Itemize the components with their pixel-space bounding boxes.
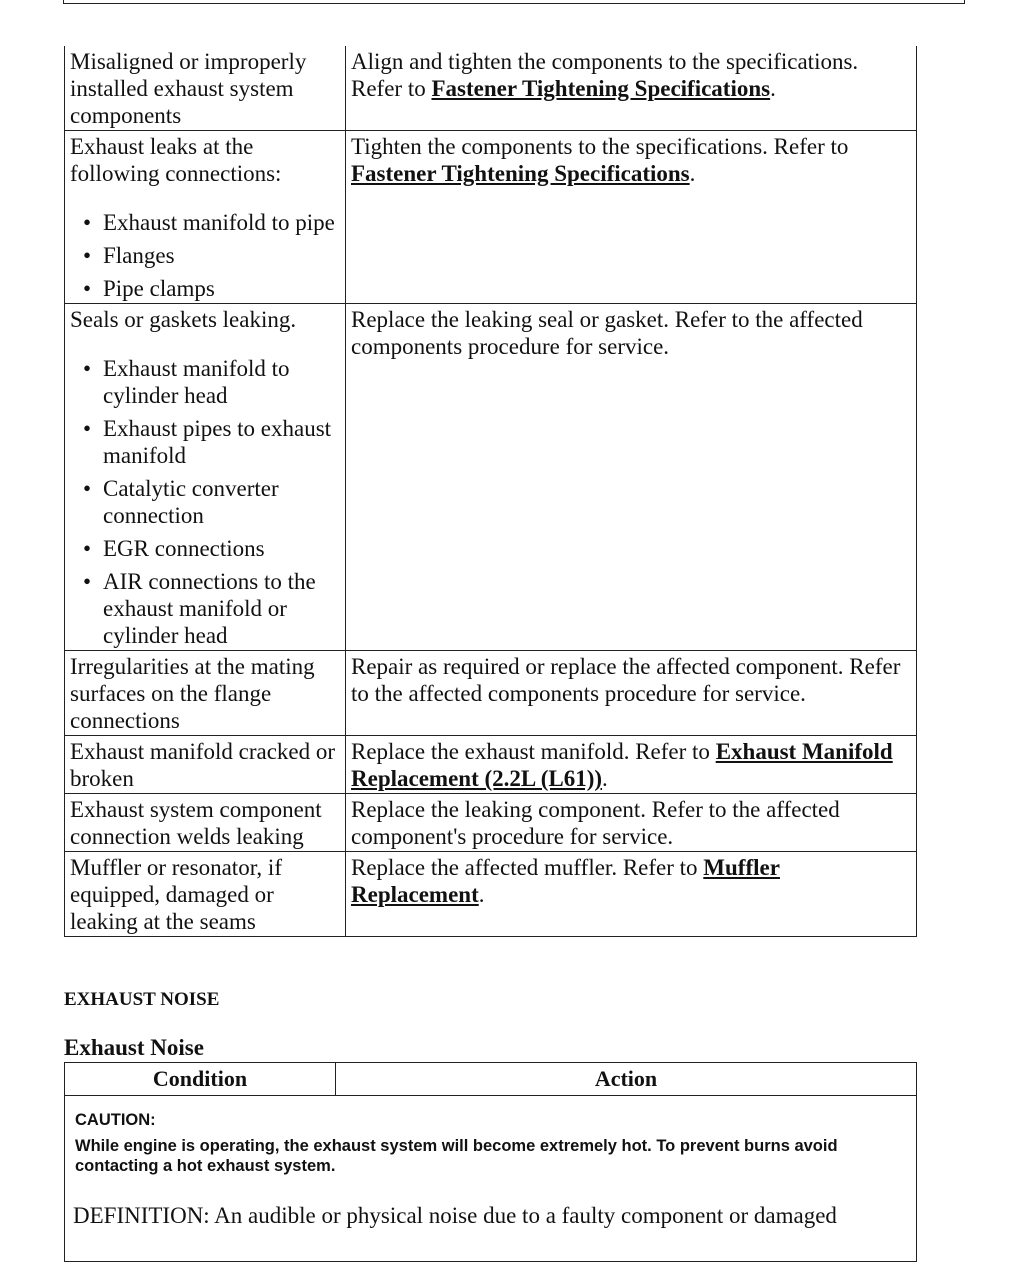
table-row [65,304,917,651]
condition-text: Exhaust system component connection welds leaking [70,797,322,849]
caution-label: CAUTION: [75,1111,156,1129]
fastener-spec-link[interactable]: Fastener Tightening Specifications [431,76,771,101]
fastener-spec-link[interactable]: Fastener Tightening Specifications [351,161,690,186]
action-text: Replace the exhaust manifold. Refer to [351,739,716,764]
table-row [65,131,917,304]
table-row [65,736,917,794]
action-text: Tighten the components to the specifications. Refer to [351,134,849,159]
condition-text: Exhaust leaks at the following connections: [70,134,282,186]
diagnostic-table [64,46,917,937]
action-cell [346,736,917,794]
action-text: Replace the affected muffler. Refer to [351,855,704,880]
action-end: . [602,766,608,791]
exhaust-manifold-replacement-link[interactable]: Exhaust Manifold Replacement (2.2L (L61)) [351,739,893,791]
action-cell [346,852,917,937]
list-item: • Exhaust manifold to cylinder head [103,355,340,409]
caution-text: While engine is operating, the exhaust system will become extremely hot. To prevent burns avoid contacting a hot exhaust system. [75,1137,838,1175]
table-row [65,794,917,852]
bullet-list [70,209,340,302]
definition-text: DEFINITION: An audible or physical noise due to a faulty component or damaged [73,1203,837,1228]
condition-text: Misaligned or improperly installed exhaust system components [70,49,307,128]
action-text: Align and tighten the components to the specifications. Refer to [351,49,859,101]
section-title: EXHAUST NOISE [64,989,220,1010]
action-text: Replace the leaking component. Refer to the affected component's procedure for service. [351,797,840,849]
condition-text: Exhaust manifold cracked or broken [70,739,336,791]
action-end: . [770,76,776,101]
table-row [65,46,917,131]
action-cell [346,131,917,304]
exhaust-noise-table [64,1062,917,1262]
header-condition: Condition [65,1063,336,1095]
condition-cell [65,794,346,852]
table-row [65,852,917,937]
condition-text: Muffler or resonator, if equipped, damaged or leaking at the seams [70,855,282,934]
list-item: • EGR connections [103,535,340,562]
condition-cell [65,651,346,736]
muffler-replacement-link[interactable]: Muffler Replacement [351,855,780,907]
action-cell [346,651,917,736]
action-end: . [478,882,485,907]
list-item: • Catalytic converter connection [103,475,340,529]
condition-cell [65,304,346,651]
action-cell [346,46,917,131]
table-row [65,651,917,736]
condition-cell [65,131,346,304]
condition-text: Seals or gaskets leaking. [70,307,297,332]
list-item: • Flanges [103,242,340,269]
action-cell [346,304,917,651]
bullet-list [70,355,340,649]
condition-cell [65,46,346,131]
caution-block [65,1096,916,1176]
header-action: Action [594,1066,658,1091]
table-header [65,1063,916,1096]
previous-table-bottom [63,0,965,4]
action-text: Replace the leaking seal or gasket. Refer to the affected components procedure for service. [351,307,863,359]
condition-text: Irregularities at the mating surfaces on the flange connections [70,654,315,733]
list-item: • AIR connections to the exhaust manifold or cylinder head [103,568,340,649]
list-item: • Exhaust pipes to exhaust manifold [103,415,340,469]
table-caption: Exhaust Noise [64,1035,204,1060]
action-end: . [689,161,696,186]
list-item: • Exhaust manifold to pipe [103,209,340,236]
list-item: • Pipe clamps [103,275,340,302]
action-cell [346,794,917,852]
condition-cell [65,852,346,937]
action-text: Repair as required or replace the affected component. Refer to the affected components procedure for service. [351,654,901,706]
condition-cell [65,736,346,794]
